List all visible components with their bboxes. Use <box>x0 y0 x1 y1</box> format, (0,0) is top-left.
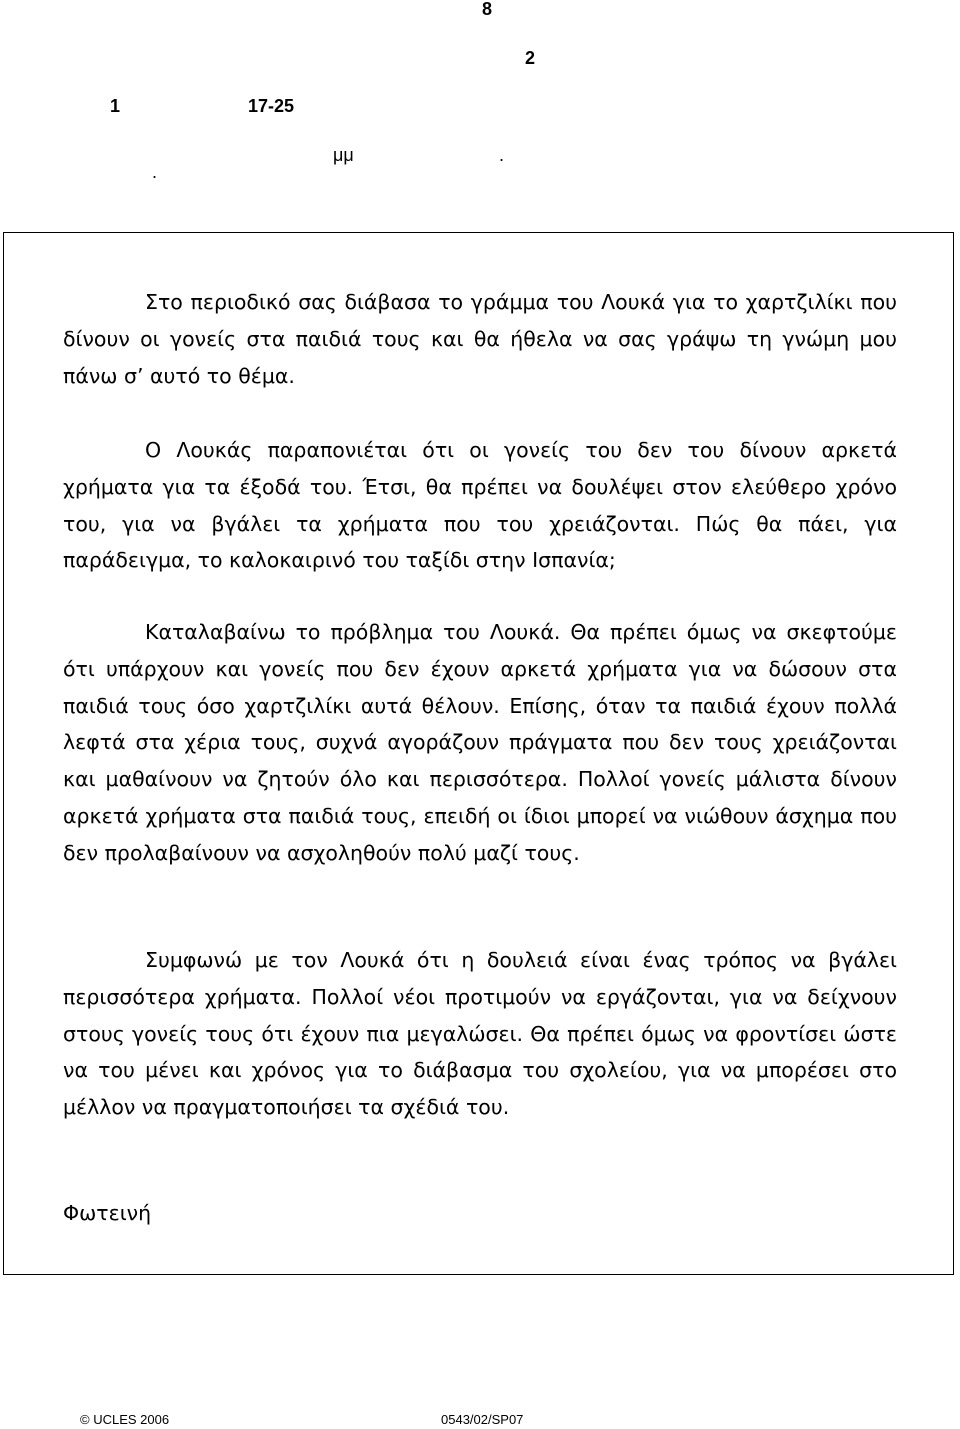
instruction-fragment: μμ <box>333 145 354 165</box>
page-number: 8 <box>482 0 493 19</box>
letter-paragraph: Στο περιοδικό σας διάβασα το γράμμα του Λουκά για το χαρτζιλίκι που δίνουν οι γονείς στα παιδιά τους και θα ήθελα να σας γράψω τη γνώμη μου πάνω σ’ αυτό το θέμα. <box>63 290 897 388</box>
letter-signature: Φωτεινή <box>63 1201 152 1225</box>
part-number: 2 <box>525 48 536 68</box>
question-range: 17-25 <box>248 96 295 116</box>
footer-copyright: © UCLES 2006 <box>80 1412 170 1427</box>
letter-paragraph: Συμφωνώ με τον Λουκά ότι η δουλειά είναι ένας τρόπος να βγάλει περισσότερα χρήματα. Πολλοί νέοι προτιμούν να εργάζονται, για να δείχνουν στους γονείς τους ότι έχουν πια μεγαλώσει. Θα πρέπει όμως να φροντίσει ώστε να του μένει και χρόνος για το διάβασμα του σχολείου, για να μπορέσει στο μέλλον να πραγματοποιήσει τα σχέδιά του. <box>63 948 897 1120</box>
instruction-fragment: . <box>499 145 505 165</box>
footer-paper-code: 0543/02/SP07 <box>441 1412 524 1427</box>
question-number: 1 <box>110 96 121 116</box>
instruction-fragment: . <box>152 162 158 182</box>
letter-paragraph: Ο Λουκάς παραπονιέται ότι οι γονείς του δεν του δίνουν αρκετά χρήματα για τα έξοδά του. Έτσι, θα πρέπει να δουλέψει στον ελεύθερο χρόνο του, για να βγάλει τα χρήματα που του χρειάζονται. Πώς θα πάει, για παράδειγμα, το καλοκαιρινό του ταξίδι στην Ισπανία; <box>63 438 897 573</box>
letter-paragraph: Καταλαβαίνω το πρόβλημα του Λουκά. Θα πρέπει όμως να σκεφτούμε ότι υπάρχουν και γονείς που δεν έχουν αρκετά χρήματα για να δώσουν στα παιδιά τους όσο χαρτζιλίκι αυτά θέλουν. Επίσης, όταν τα παιδιά έχουν πολλά λεφτά στα χέρια τους, συχνά αγοράζουν πράγματα που δεν τους χρειάζονται και μαθαίνουν να ζητούν όλο και περισσότερα. Πολλοί γονείς μάλιστα δίνουν αρκετά χρήματα στα παιδιά τους, επειδή οι ίδιοι μπορεί να νιώθουν άσχημα που δεν προλαβαίνουν να ασχοληθούν πολύ μαζί τους. <box>63 620 897 865</box>
